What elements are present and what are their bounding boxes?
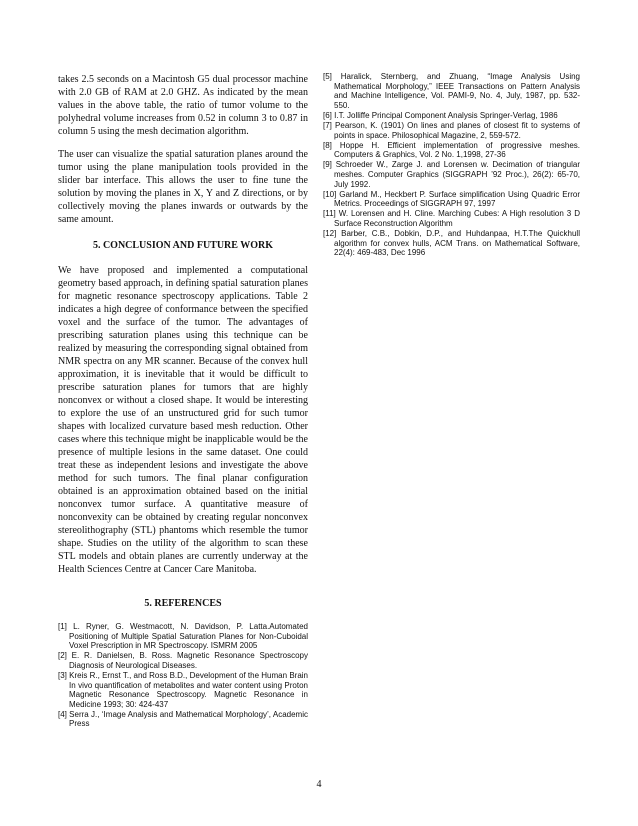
reference-item: [8] Hoppe H. Efficient implementation of progressive meshes. Computers & Graphics, Vol. 2 No. 1,1998, 27-36 [323,140,580,160]
reference-item: [9] Schroeder W., Zarge J. and Lorensen w. Decimation of triangular meshes. Computer Graphics (SIGGRAPH ’92 Proc.), 26(2): 65-70, July 1992. [323,160,580,189]
reference-item: [2] E. R. Danielsen, B. Ross. Magnetic Resonance Spectroscopy Diagnosis of Neurological Diseases. [58,651,308,670]
body-paragraph-visualization: The user can visualize the spatial saturation planes around the tumor using the plane manipulation tools provided in the slider bar interface. This allows the user to fine tune the solution by moving the planes in X, Y and Z directions, or by collectively moving the planes inwards or outwards by the same amount. [58,149,308,225]
section-heading-conclusion: 5. CONCLUSION AND FUTURE WORK [92,240,274,251]
reference-item: [10] Garland M., Heckbert P. Surface simplification Using Quadric Error Metrics. Proceedings of SIGGRAPH 97, 1997 [323,189,580,209]
reference-list-left [58,622,308,729]
body-paragraph-results: takes 2.5 seconds on a Macintosh G5 dual processor machine with 2.0 GB of RAM at 2.0 GHZ. As indicated by the mean values in the above table, the ratio of tumor volume to the polyhedral volume increases from 0.52 in column 3 to 0.87 in column 5 using the mesh decimation algorithm. [58,74,308,137]
body-paragraph-conclusion: We have proposed and implemented a computational geometry based approach, in defining spatial saturation planes for magnetic resonance spectroscopy applications. Table 2 indicates a high degree of conformance between the specified voxel and the surface of the tumor. The advantages of prescribing saturation planes using this technique can be realized by measuring the corresponding signal obtained from NMR spectra on any MR scanner. Because of the convex hull approximation, it is inevitable that it would be difficult to prescribe saturation planes for tumors that are highly nonconvex or without a closed shape. It would be interesting to explore the use of an unstructured grid for such tumor shapes with localized curvature based mesh reduction. Other cases where this technique might be inapplicable would be the presence of multiple lesions in the same dataset. One could treat these as independent lesions and investigate the above method for such tumors. The final planar configuration obtained is an approximation obtained based on the initial nonconvex tumor surface. A quantitative measure of nonconvexity can be obtained by creating regular nonconvex stereolithography (STL) phantoms which resemble the tumor shape. Studies on the utility of the algorithm to scan these STL models and obtain planes are currently underway at the Health Sciences Centre at Cancer Care Manitoba. [58,265,308,575]
right-column [323,0,580,258]
reference-list-right [323,72,580,258]
reference-item: [12] Barber, C.B., Dobkin, D.P., and Huhdanpaa, H.T.The Quickhull algorithm for convex hulls, ACM Trans. on Mathematical Software, 22(4): 469-483, Dec 1996 [323,229,580,258]
reference-item: [4] Serra J., ‘Image Analysis and Mathematical Morphology’, Academic Press [58,709,308,729]
reference-item: [7] Pearson, K. (1901) On lines and planes of closest fit to systems of points in space. Philosophical Magazine, 2, 559-572. [323,120,580,140]
reference-item: [11] W. Lorensen and H. Cline. Marching Cubes: A High resolution 3 D Surface Reconstruction Algorithm [323,209,580,228]
reference-item: [6] I.T. Jolliffe Principal Component Analysis Springer-Verlag, 1986 [323,110,558,120]
section-heading-references: 5. REFERENCES [144,598,222,609]
reference-item: [3] Kreis R., Ernst T., and Ross B.D., Development of the Human Brain In vivo quantification of metabolites and water content using Proton Magnetic Resonance Spectroscopy. Magnetic Resonance in Medicine 1993; 30: 424-437 [58,670,308,709]
page-number: 4 [316,779,322,790]
left-column [58,0,308,730]
reference-item: [5] Haralick, Sternberg, and Zhuang, “Image Analysis Using Mathematical Morphology,” IEEE Transactions on Pattern Analysis and Machine Intelligence, Vol. PAMI-9, No. 4, July, 1987, pp. 532-550. [323,72,580,110]
reference-item: [1] L. Ryner, G. Westmacott, N. Davidson, P. Latta.Automated Positioning of Multiple Spatial Saturation Planes for Non-Cuboidal Voxel Prescription in MR Spectroscopy. ISMRM 2005 [58,622,308,651]
